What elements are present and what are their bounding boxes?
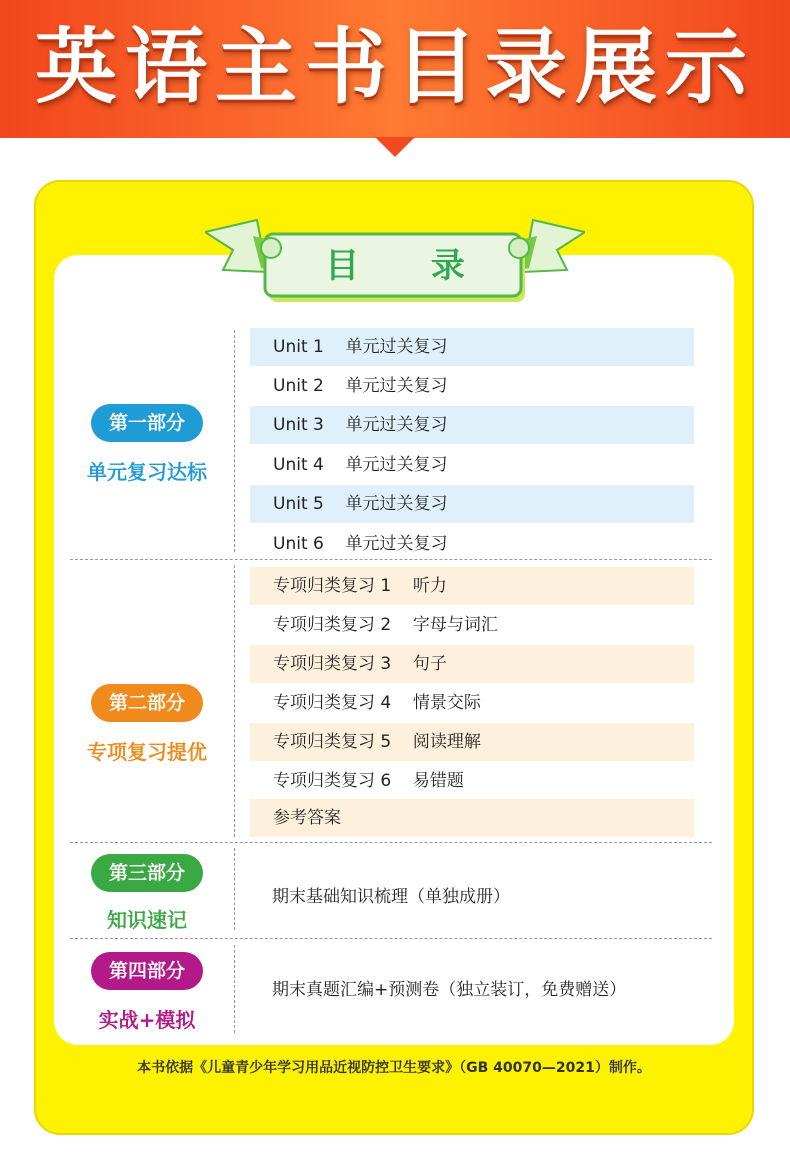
toc-entry-label: 专项归类复习 1 听力 bbox=[273, 576, 447, 596]
toc-entry-label: 专项归类复习 6 易错题 bbox=[273, 771, 464, 791]
part-badge: 第四部分 bbox=[91, 952, 203, 990]
toc-entry[interactable] bbox=[250, 645, 694, 683]
toc-entry[interactable] bbox=[250, 762, 694, 800]
toc-entry[interactable] bbox=[250, 406, 694, 444]
part-subtitle: 知识速记 bbox=[107, 908, 187, 932]
toc-entry-label: Unit 4 单元过关复习 bbox=[273, 455, 448, 475]
toc-entry-label: 专项归类复习 3 句子 bbox=[273, 654, 447, 674]
toc-entry[interactable] bbox=[250, 367, 694, 405]
toc-entry-label: Unit 3 单元过关复习 bbox=[273, 415, 448, 435]
section-divider bbox=[70, 938, 712, 939]
header-banner bbox=[0, 0, 790, 138]
part-subtitle: 单元复习达标 bbox=[87, 460, 207, 484]
section-separator-vertical bbox=[234, 848, 235, 930]
section-separator-vertical bbox=[234, 945, 235, 1033]
toc-entry[interactable]: 期末真题汇编+预测卷（独立装订，免费赠送） bbox=[272, 980, 627, 1000]
toc-ribbon bbox=[205, 212, 585, 312]
section-separator-vertical bbox=[234, 565, 235, 837]
toc-entry-label: Unit 5 单元过关复习 bbox=[273, 494, 448, 514]
toc-entry[interactable] bbox=[250, 485, 694, 523]
section-divider bbox=[70, 842, 712, 843]
toc-entry-label: 专项归类复习 2 字母与词汇 bbox=[273, 615, 498, 635]
toc-entry[interactable] bbox=[250, 684, 694, 722]
toc-entry[interactable] bbox=[250, 799, 694, 837]
toc-entry-label: 专项归类复习 4 情景交际 bbox=[273, 693, 481, 713]
part-subtitle: 专项复习提优 bbox=[87, 740, 207, 764]
footnote: 本书依据《儿童青少年学习用品近视防控卫生要求》（GB 40070—2021）制作。 bbox=[137, 1060, 651, 1076]
page-title: 英语主书目录展示 bbox=[34, 20, 755, 115]
toc-entry[interactable] bbox=[250, 328, 694, 366]
part-badge: 第二部分 bbox=[91, 684, 203, 722]
toc-entry[interactable] bbox=[250, 446, 694, 484]
toc-title: 目 录 bbox=[325, 246, 495, 286]
part-badge: 第一部分 bbox=[91, 404, 203, 442]
toc-entry-label: Unit 6 单元过关复习 bbox=[273, 534, 448, 554]
toc-entry[interactable] bbox=[250, 567, 694, 605]
banner-pointer bbox=[375, 137, 415, 157]
toc-entry-label: 专项归类复习 5 阅读理解 bbox=[273, 732, 481, 752]
toc-entry[interactable] bbox=[250, 723, 694, 761]
toc-entry[interactable] bbox=[250, 606, 694, 644]
part-subtitle: 实战+模拟 bbox=[98, 1008, 196, 1032]
toc-entry-label: Unit 2 单元过关复习 bbox=[273, 376, 448, 396]
toc-entry-label: Unit 1 单元过关复习 bbox=[273, 337, 448, 357]
section-separator-vertical bbox=[234, 330, 235, 552]
toc-entry[interactable]: 期末基础知识梳理（单独成册） bbox=[272, 887, 510, 907]
toc-entry-label: 参考答案 bbox=[273, 808, 341, 828]
toc-entry[interactable] bbox=[250, 525, 694, 563]
part-badge: 第三部分 bbox=[91, 854, 203, 892]
